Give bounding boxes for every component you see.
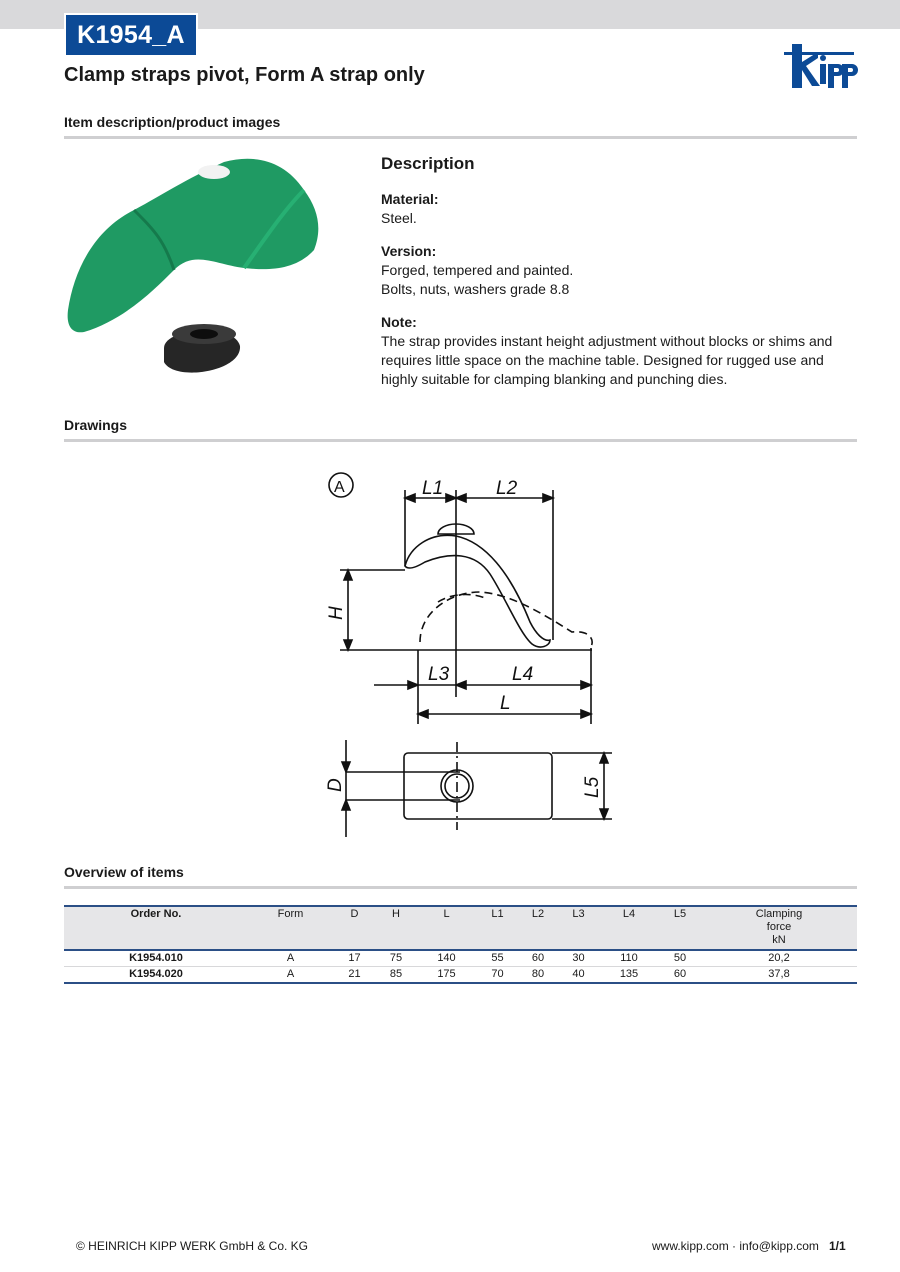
table-cell: 110 — [599, 950, 659, 967]
section-heading-item-description: Item description/product images — [64, 114, 857, 139]
drawing-label-h: H — [326, 606, 347, 620]
column-header: Form — [248, 906, 333, 950]
footer-contact[interactable]: www.kipp.com · info@kipp.com — [652, 1239, 819, 1253]
column-header-clamping-force — [701, 906, 857, 950]
column-header: D — [333, 906, 376, 950]
clamping-header-line: force — [766, 921, 792, 933]
material-label: Material: — [381, 191, 439, 207]
table-cell: 135 — [599, 967, 659, 984]
order-number: K1954.020 — [64, 967, 248, 984]
table-cell: 55 — [477, 950, 518, 967]
material-value: Steel. — [381, 210, 417, 226]
drawing-label-l2: L2 — [496, 478, 518, 499]
table-cell: 70 — [477, 967, 518, 984]
version-label: Version: — [381, 243, 437, 259]
column-header: Order No. — [64, 906, 248, 950]
table-cell: 175 — [416, 967, 477, 984]
table-cell: 30 — [558, 950, 599, 967]
clamping-header-line: kN — [772, 934, 786, 946]
table-cell: 60 — [518, 950, 558, 967]
drawing-label-l: L — [500, 693, 511, 714]
table-cell: A — [248, 967, 333, 984]
column-header: L1 — [477, 906, 518, 950]
drawing-label-form: A — [334, 479, 345, 496]
product-code-badge: K1954_A — [64, 13, 198, 57]
product-image — [64, 150, 324, 390]
table-header-row — [64, 906, 857, 950]
table-cell: 85 — [376, 967, 416, 984]
drawing-label-l5: L5 — [582, 776, 603, 798]
version-line: Bolts, nuts, washers grade 8.8 — [381, 281, 570, 297]
table-cell: 17 — [333, 950, 376, 967]
description-heading: Description — [381, 154, 475, 173]
footer-copyright: © HEINRICH KIPP WERK GmbH & Co. KG — [76, 1239, 308, 1253]
table-cell: 20,2 — [701, 950, 857, 967]
note-label: Note: — [381, 314, 417, 330]
page-title: Clamp straps pivot, Form A strap only — [64, 64, 425, 86]
items-table — [64, 905, 857, 984]
order-number: K1954.010 — [64, 950, 248, 967]
drawing-label-l3: L3 — [428, 664, 450, 685]
table-cell: 21 — [333, 967, 376, 984]
section-heading-overview: Overview of items — [64, 864, 857, 889]
drawing-label-l4: L4 — [512, 664, 534, 685]
table-row — [64, 967, 857, 984]
description-block — [381, 154, 851, 403]
section-heading-drawings: Drawings — [64, 417, 857, 442]
note-text: The strap provides instant height adjustment without blocks or shims and requires little space on the machine table. Designed for rugged use and highly suitable for clamping blanking and punching dies. — [381, 333, 833, 387]
table-cell: 50 — [659, 950, 701, 967]
table-row — [64, 950, 857, 967]
drawing-label-l1: L1 — [422, 478, 444, 499]
footer-page-number: 1/1 — [829, 1239, 846, 1253]
table-cell: 40 — [558, 967, 599, 984]
kipp-logo — [784, 38, 860, 94]
table-cell: 37,8 — [701, 967, 857, 984]
table-cell: 75 — [376, 950, 416, 967]
column-header: L — [416, 906, 477, 950]
table-cell: 60 — [659, 967, 701, 984]
column-header: L3 — [558, 906, 599, 950]
technical-drawing — [310, 462, 620, 842]
version-line: Forged, tempered and painted. — [381, 262, 574, 278]
table-cell: 80 — [518, 967, 558, 984]
column-header: L5 — [659, 906, 701, 950]
clamping-header-line: Clamping — [755, 908, 803, 920]
table-cell: A — [248, 950, 333, 967]
column-header: L4 — [599, 906, 659, 950]
column-header: L2 — [518, 906, 558, 950]
column-header: H — [376, 906, 416, 950]
table-cell: 140 — [416, 950, 477, 967]
drawing-label-d: D — [325, 778, 346, 792]
